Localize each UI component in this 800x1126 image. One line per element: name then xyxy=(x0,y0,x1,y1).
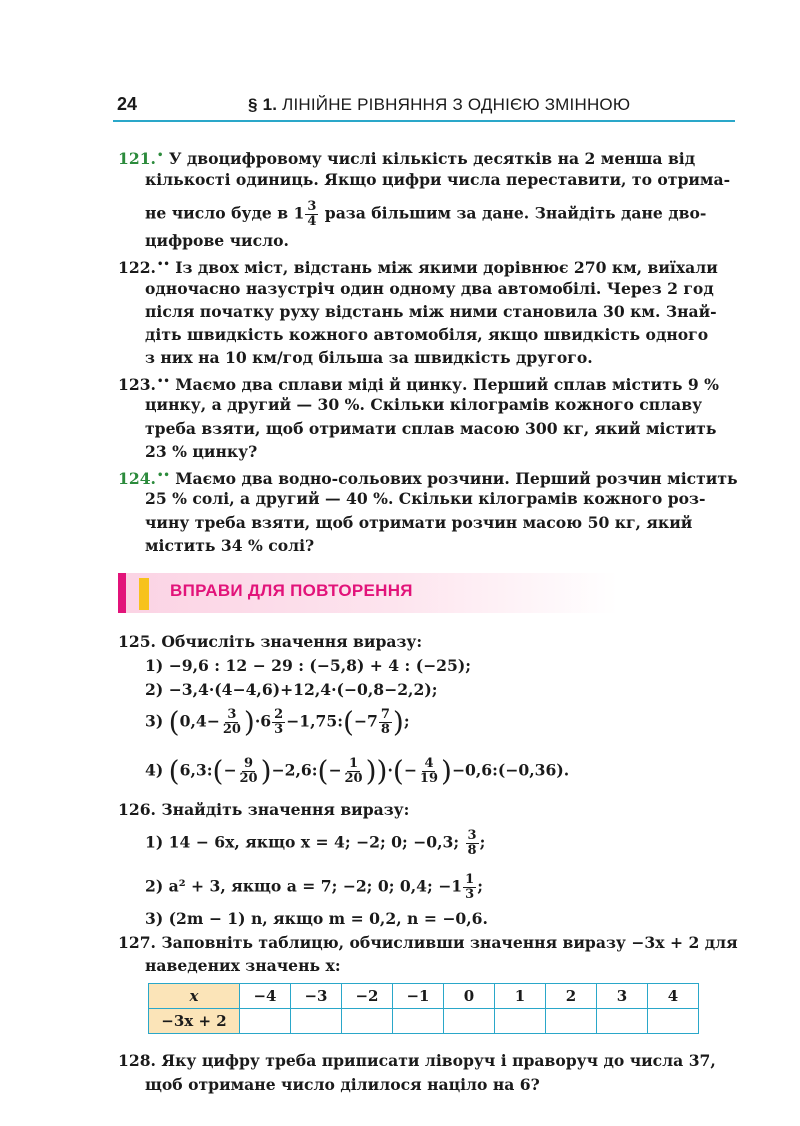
problem-122-line1 xyxy=(118,253,718,279)
fraction-numerator: 3 xyxy=(467,828,477,843)
fraction xyxy=(343,757,365,786)
item-label: 4) xyxy=(145,760,164,780)
problem-124-line4: містить 34 % солі? xyxy=(145,536,315,555)
fraction-denominator: 20 xyxy=(222,722,241,737)
fraction xyxy=(238,757,260,786)
expr-part: −1,75: xyxy=(286,711,343,731)
problem-128-line1 xyxy=(118,1049,716,1072)
expr-part: 0,4− xyxy=(179,711,220,731)
problem-127-line2: наведених значень x: xyxy=(145,956,341,975)
table-cell-empty xyxy=(240,1009,291,1034)
fraction-numerator: 7 xyxy=(380,707,390,722)
problem-number-125: 125. xyxy=(118,632,156,651)
fraction-denominator: 19 xyxy=(419,771,439,786)
expr-part: ; xyxy=(403,711,410,731)
problem-122-line2: одночасно назустріч один одному два автомобілі. Через 2 год xyxy=(145,279,714,298)
paren-open: ( xyxy=(212,754,224,788)
table-cell: −4 xyxy=(240,984,291,1009)
paren-open: ( xyxy=(342,705,354,739)
fraction xyxy=(305,200,318,229)
expr-part: ·6 xyxy=(254,711,272,731)
problem-125-item1: 1) −9,6 : 12 − 29 : (−5,8) + 4 : (−25); xyxy=(145,656,472,675)
fraction-denominator: 8 xyxy=(467,843,477,858)
table-header-x: x xyxy=(149,984,240,1009)
fraction-denominator: 20 xyxy=(344,771,363,786)
section-title xyxy=(248,95,630,115)
section-title-text: ЛІНІЙНЕ РІВНЯННЯ З ОДНІЄЮ ЗМІННОЮ xyxy=(282,95,631,114)
problem-126-intro xyxy=(118,798,409,821)
fraction-denominator: 3 xyxy=(274,722,284,737)
table-cell: −3 xyxy=(291,984,342,1009)
expr-part: 2) a² + 3, якщо a = 7; −2; 0; 0,4; −1 xyxy=(145,876,463,896)
paren-close: )) xyxy=(365,754,388,788)
fraction-denominator: 4 xyxy=(307,214,317,229)
table-cell: 4 xyxy=(648,984,699,1009)
problem-number-126: 126. xyxy=(118,800,156,819)
problem-text: Обчисліть значення виразу: xyxy=(161,632,423,651)
problem-text: Маємо два сплави міді й цинку. Перший сплав містить 9 % xyxy=(175,375,719,394)
problem-127-line1 xyxy=(118,931,738,954)
problem-text: Із двох міст, відстань між якими дорівнює 270 км, виїхали xyxy=(175,258,718,277)
table-row xyxy=(149,984,699,1009)
expr-part: 1) 14 − 6x, якщо x = 4; −2; 0; −0,3; xyxy=(145,832,465,852)
table-cell-empty xyxy=(597,1009,648,1034)
table-cell-empty xyxy=(291,1009,342,1034)
table-cell-empty xyxy=(444,1009,495,1034)
problem-number-127: 127. xyxy=(118,933,156,952)
problem-122-line4: діть швидкість кожного автомобіля, якщо швидкість одного xyxy=(145,325,709,344)
fraction xyxy=(272,708,285,737)
expr-part: · xyxy=(387,760,393,780)
fraction xyxy=(463,873,476,902)
problem-124-line3: чину треба взяти, щоб отримати розчин масою 50 кг, який xyxy=(145,513,693,532)
paren-close: ) xyxy=(441,754,452,788)
fraction-numerator: 1 xyxy=(349,756,359,771)
problem-125-item2: 2) −3,4·(4−4,6)+12,4·(−0,8−2,2); xyxy=(145,680,438,699)
problem-121-line2: кількості одиниць. Якщо цифри числа переставити, то отрима- xyxy=(145,170,731,189)
table-cell-empty xyxy=(546,1009,597,1034)
expr-part: 6,3: xyxy=(179,760,213,780)
table-row xyxy=(149,1009,699,1034)
fraction-numerator: 3 xyxy=(307,199,317,214)
fraction-denominator: 20 xyxy=(239,771,258,786)
problem-text: Знайдіть значення виразу: xyxy=(161,800,410,819)
problem-text: Яку цифру треба приписати ліворуч і праворуч до числа 37, xyxy=(161,1051,716,1070)
problem-122-line3: після початку руху відстань між ними становила 30 км. Знай- xyxy=(145,302,717,321)
problem-126-item3: 3) (2m − 1) n, якщо m = 0,2, n = −0,6. xyxy=(145,909,488,928)
problem-121-line1 xyxy=(118,144,695,170)
fraction-numerator: 4 xyxy=(424,756,434,771)
problem-128-line2: щоб отримане число ділилося націло на 6? xyxy=(145,1075,540,1094)
table-cell-empty xyxy=(393,1009,444,1034)
paren-open: ( xyxy=(168,754,180,788)
table-cell: −2 xyxy=(342,984,393,1009)
item-label: 3) xyxy=(145,711,164,731)
table-cell-empty xyxy=(495,1009,546,1034)
fraction xyxy=(221,708,243,737)
difficulty-mark: • xyxy=(156,150,164,161)
table-cell: 3 xyxy=(597,984,648,1009)
problem-125-intro xyxy=(118,630,422,653)
problem-number-122: 122. xyxy=(118,258,156,277)
expr-part: −2,6: xyxy=(271,760,318,780)
problem-126-item2 xyxy=(145,873,483,902)
expr-part: ; xyxy=(477,876,483,896)
fraction-denominator: 8 xyxy=(380,722,390,737)
problem-text: Заповніть таблицю, обчисливши значення виразу −3x + 2 для xyxy=(161,933,738,952)
problem-125-item4: 4) (6,3:(− $\frac{9}{20}$ )−2,6:(− $\frac{1}{20}$ ))·(− $\frac{4}{19}$ )−0,6:(−0,36). xyxy=(145,754,570,788)
paren-close: ) xyxy=(260,754,272,788)
difficulty-mark: •• xyxy=(156,259,170,270)
table-cell: −1 xyxy=(393,984,444,1009)
table-header-expression: −3x + 2 xyxy=(149,1009,240,1034)
table-cell-empty xyxy=(648,1009,699,1034)
fraction-numerator: 2 xyxy=(274,707,284,722)
problem-122-line5: з них на 10 км/год більша за швидкість другого. xyxy=(145,348,593,367)
paren-open: ( xyxy=(392,754,404,788)
problem-123-line2: цинку, а другий — 30 %. Скільки кілограмів кожного сплаву xyxy=(145,395,703,414)
banner-yellow-bar xyxy=(139,578,149,610)
fraction-denominator: 3 xyxy=(465,887,475,902)
paren-open: ( xyxy=(168,705,180,739)
paren-open: ( xyxy=(317,754,329,788)
problem-number-128: 128. xyxy=(118,1051,156,1070)
paren-close: ) xyxy=(243,705,255,739)
table-cell: 0 xyxy=(444,984,495,1009)
problem-text: не число буде в 1 xyxy=(145,203,305,223)
problem-text: У двоцифровому числі кількість десятків на 2 менша від xyxy=(168,149,696,168)
values-table xyxy=(148,983,699,1034)
banner-title: ВПРАВИ ДЛЯ ПОВТОРЕННЯ xyxy=(170,581,413,600)
fraction xyxy=(418,757,440,786)
problem-123-line3: треба взяти, щоб отримати сплав масою 300 кг, який містить xyxy=(145,419,717,438)
section-mark: § 1. xyxy=(248,95,278,114)
expr-part: −0,6:(−0,36). xyxy=(451,760,570,780)
problem-124-line2: 25 % солі, а другий — 40 %. Скільки кілограмів кожного роз- xyxy=(145,489,706,508)
difficulty-mark: •• xyxy=(156,376,170,387)
table-cell-empty xyxy=(342,1009,393,1034)
expr-part: −7 xyxy=(353,711,378,731)
problem-number-124: 124. xyxy=(118,469,156,488)
banner-accent-bar xyxy=(118,573,126,613)
fraction xyxy=(466,829,479,858)
header-rule xyxy=(113,120,735,122)
expr-part: ; xyxy=(479,832,486,852)
fraction-numerator: 9 xyxy=(244,756,254,771)
table-cell: 2 xyxy=(546,984,597,1009)
problem-text: раза більшим за дане. Знайдіть дане дво- xyxy=(319,203,707,223)
problem-text: Маємо два водно-сольових розчини. Перший розчин містить xyxy=(175,469,738,488)
page-header xyxy=(113,91,735,121)
paren-close: ) xyxy=(392,705,404,739)
problem-125-item3 xyxy=(145,705,410,739)
problem-126-item1 xyxy=(145,829,485,858)
page-number: 24 xyxy=(117,94,138,114)
problem-number-123: 123. xyxy=(118,375,156,394)
problem-121-line4: цифрове число. xyxy=(145,231,289,250)
fraction-numerator: 3 xyxy=(227,707,237,722)
difficulty-mark: •• xyxy=(156,470,170,481)
fraction-numerator: 1 xyxy=(465,872,475,887)
problem-number-121: 121. xyxy=(118,149,156,168)
fraction xyxy=(379,708,392,737)
problem-121-line3 xyxy=(145,200,706,229)
problem-123-line4: 23 % цинку? xyxy=(145,442,258,461)
table-cell: 1 xyxy=(495,984,546,1009)
